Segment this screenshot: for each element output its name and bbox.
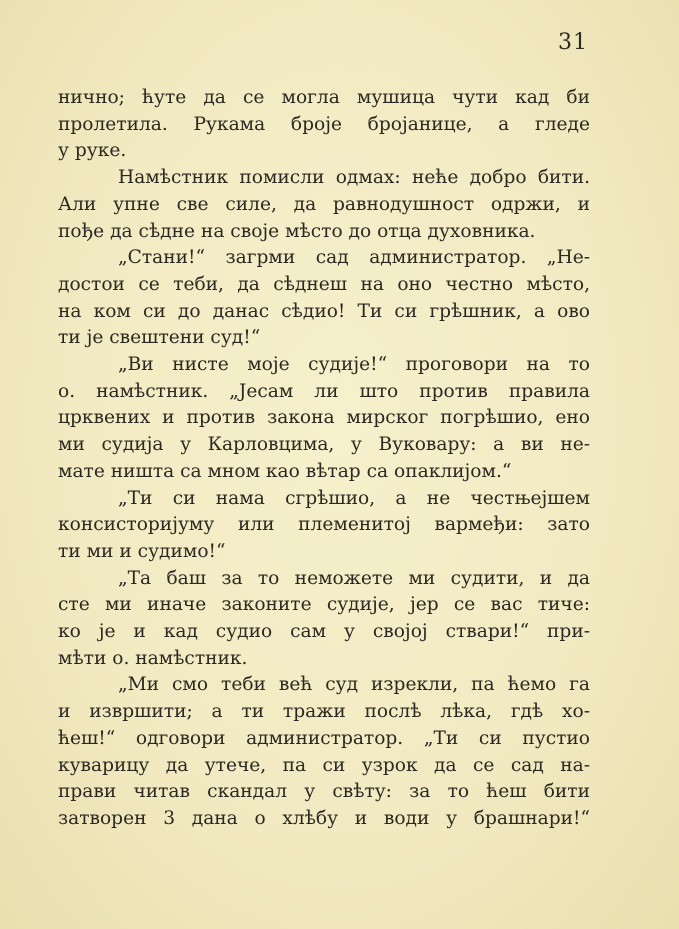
text-line: пролетила. Рукама броје бројанице, а гледе <box>58 113 590 135</box>
text-line: о. намѣстник. „Јесам ли што против правила <box>58 380 590 402</box>
text-line: црквених и против закона мирског погрѣшио, ено <box>58 407 590 429</box>
text-line: Намѣстник помисли одмах: неће добро бити. <box>118 167 590 189</box>
text-line: консисторијуму или племенитој вармеђи: зато <box>58 514 590 536</box>
text-line: „Стани!“ загрми сад администратор. „Не- <box>118 247 590 269</box>
text-line: ти је свештени суд!“ <box>58 327 261 349</box>
text-line: мѣти о. намѣстник. <box>58 647 248 669</box>
text-line: у руке. <box>58 140 127 162</box>
paragraph-7 <box>58 672 590 832</box>
text-line: „Та баш за то неможете ми судити, и да <box>118 567 590 589</box>
text-line: нично; ћуте да се могла мушица чути кад би <box>58 87 590 108</box>
paragraph-6 <box>58 566 590 673</box>
paragraph-5 <box>58 486 590 566</box>
paragraph-1 <box>58 85 590 165</box>
text-line: „Ви нисте моје судије!“ проговори на то <box>118 354 590 376</box>
text-line: пође да сѣдне на своје мѣсто до отца духовника. <box>58 220 536 242</box>
text-line: ти ми и судимо!“ <box>58 540 226 562</box>
paragraph-4 <box>58 352 590 486</box>
text-line: „Ти си нама сгрѣшио, а не честњејшем <box>118 487 590 509</box>
paragraph-3 <box>58 245 590 352</box>
text-line: на ком си до данас сѣдио! Ти си грѣшник, а ово <box>58 300 590 322</box>
text-line: „Ми смо теби већ суд изрекли, па ћемо га <box>118 674 590 696</box>
text-line: мате ништа са мном као вѣтар са опаклијом.“ <box>58 460 512 482</box>
text-line: Али упне све силе, да равнодушност одржи, и <box>58 193 590 215</box>
text-line: достои се теби, да сѣднеш на оно честно мѣсто, <box>58 273 590 295</box>
text-line: прави читав скандал у свѣту: за то ћеш бити <box>58 781 590 803</box>
paragraph-2 <box>58 165 590 245</box>
page-number: 31 <box>558 30 588 55</box>
text-line: куварицу да утече, па си узрок да се сад на- <box>58 754 590 776</box>
text-line: ћеш!“ одговори администратор. „Ти си пустио <box>58 727 590 749</box>
text-line: затворен 3 дана о хлѣбу и води у брашнари!“ <box>58 807 590 829</box>
text-line: ко је и кад судио сам у својој ствари!“ при- <box>58 621 590 643</box>
text-line: и извршити; а ти тражи послѣ лѣка, гдѣ хо- <box>58 701 590 723</box>
text-line: ми судија у Карловцима, у Вуковару: а ви не- <box>58 434 590 456</box>
body-text <box>58 85 590 833</box>
text-line: сте ми иначе законите судије, јер се вас тиче: <box>58 594 590 616</box>
